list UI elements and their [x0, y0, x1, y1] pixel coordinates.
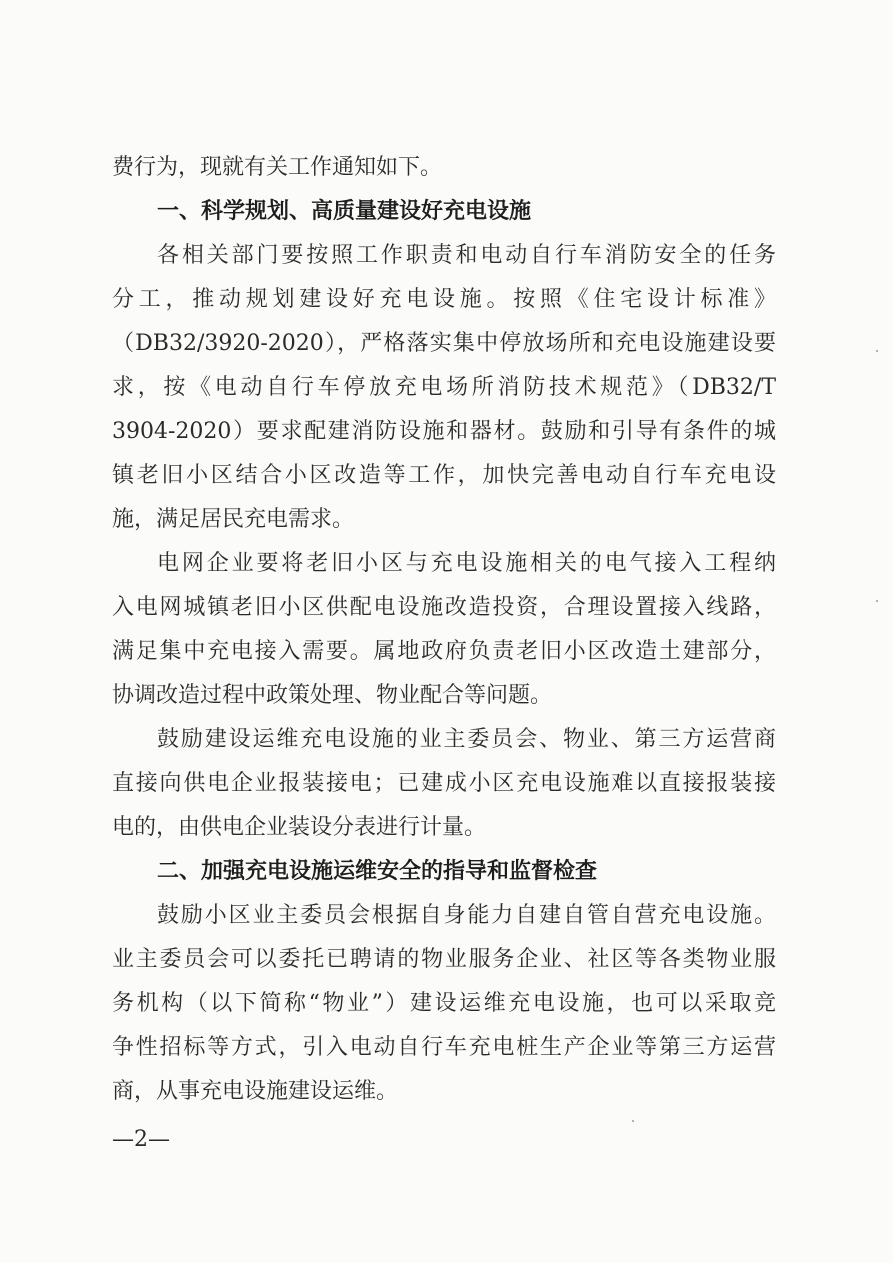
paragraph-line: 务机构（以下简称“物业”）建设运维充电设施，也可以采取竞 — [112, 991, 776, 1016]
section-heading-1: 一、科学规划、高质量建设好充电设施 — [157, 199, 532, 224]
scan-speck — [632, 1120, 634, 1122]
paragraph-line: （DB32/3920-2020），严格落实集中停放场所和充电设施建设要 — [112, 331, 776, 356]
document-body — [112, 146, 776, 1114]
paragraph-line: 各相关部门要按照工作职责和电动自行车消防安全的任务 — [157, 243, 776, 268]
scan-speck — [876, 600, 878, 602]
paragraph-line: 镇老旧小区结合小区改造等工作，加快完善电动自行车充电设 — [112, 463, 776, 488]
paragraph-line: 业主委员会可以委托已聘请的物业服务企业、社区等各类物业服 — [112, 947, 776, 972]
paragraph-line: 直接向供电企业报装接电；已建成小区充电设施难以直接报装接 — [112, 771, 776, 796]
paragraph-line: 满足集中充电接入需要。属地政府负责老旧小区改造土建部分， — [112, 639, 776, 664]
page-number: —2— — [112, 1127, 170, 1152]
paragraph-line: 分工，推动规划建设好充电设施。按照《住宅设计标准》 — [112, 287, 776, 312]
paragraph-line: 施，满足居民充电需求。 — [112, 507, 355, 532]
paragraph-line: 电的，由供电企业装设分表进行计量。 — [112, 815, 487, 840]
paragraph-line: 鼓励小区业主委员会根据自身能力自建自管自营充电设施。 — [157, 903, 776, 928]
paragraph-line: 3904-2020）要求配建消防设施和器材。鼓励和引导有条件的城 — [112, 419, 776, 444]
paragraph-line: 商，从事充电设施建设运维。 — [112, 1079, 399, 1104]
paragraph-line: 电网企业要将老旧小区与充电设施相关的电气接入工程纳 — [157, 551, 776, 576]
paragraph-line: 入电网城镇老旧小区供配电设施改造投资，合理设置接入线路， — [112, 595, 776, 620]
scan-speck — [876, 350, 878, 352]
section-heading-2: 二、加强充电设施运维安全的指导和监督检查 — [157, 859, 598, 884]
paragraph-line: 协调改造过程中政策处理、物业配合等问题。 — [112, 683, 553, 708]
paragraph-line: 求，按《电动自行车停放充电场所消防技术规范》（DB32/T — [112, 375, 776, 400]
paragraph-line: 鼓励建设运维充电设施的业主委员会、物业、第三方运营商 — [157, 727, 776, 752]
paragraph-line: 争性招标等方式，引入电动自行车充电桩生产企业等第三方运营 — [112, 1035, 776, 1060]
paragraph-line: 费行为，现就有关工作通知如下。 — [112, 155, 443, 180]
